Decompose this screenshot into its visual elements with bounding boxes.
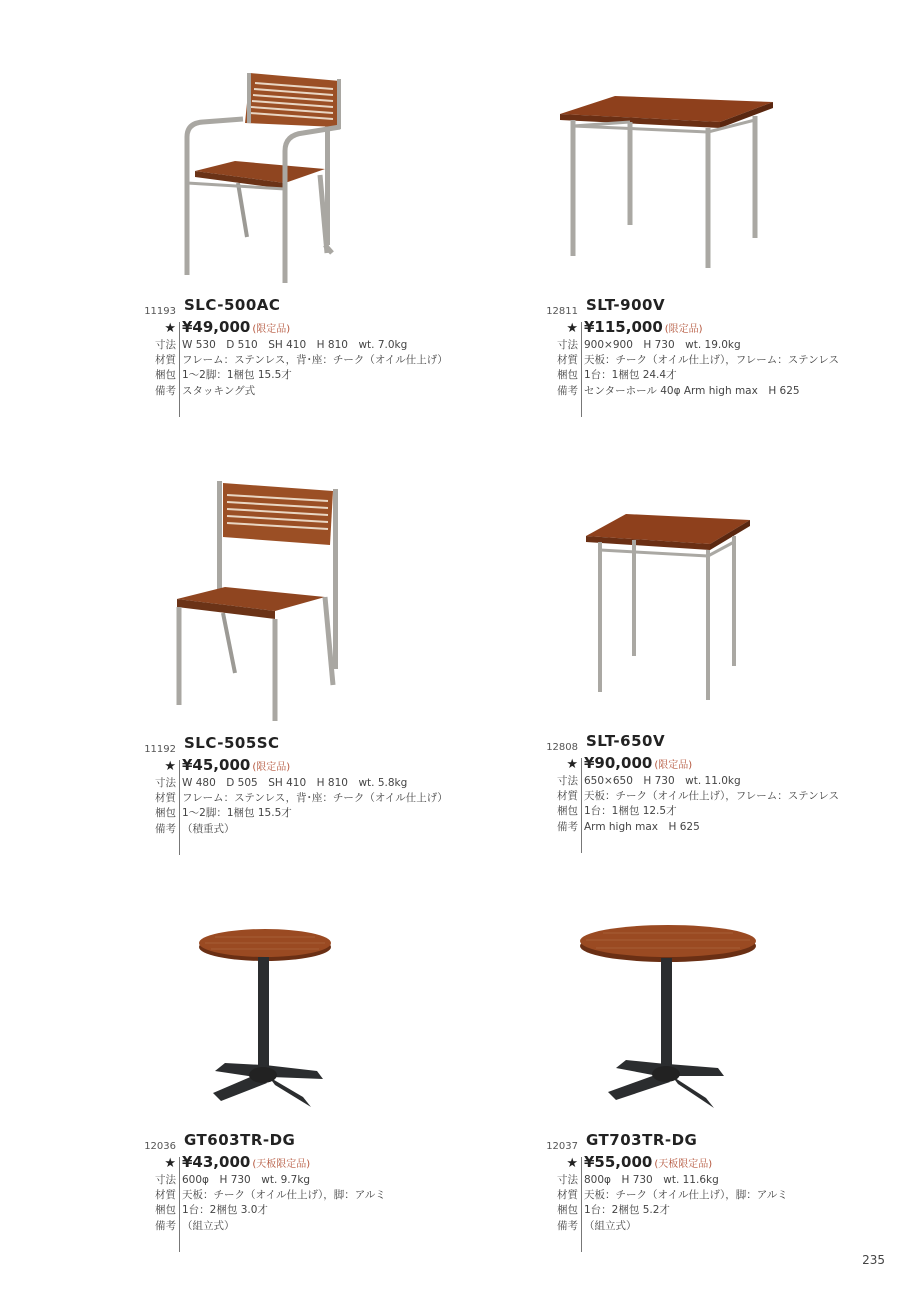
spec-label: 材質 (557, 790, 578, 803)
star-mark: ★ (164, 321, 176, 336)
spec-label: 梱包 (557, 1204, 578, 1217)
product-code: 12036 (144, 1141, 176, 1152)
product-name: SLT-650V (586, 732, 666, 750)
spec-label: 備考 (155, 384, 176, 397)
table-gt603tr-dg-image (195, 925, 340, 1115)
price-note: (限定品) (654, 760, 693, 771)
spec-value: （積重式） (182, 822, 235, 835)
product-name: GT703TR-DG (586, 1131, 698, 1149)
product-code: 12037 (546, 1141, 578, 1152)
price-note: (限定品) (252, 762, 291, 773)
spec-value: センターホール 40φ Arm high max H 625 (584, 384, 800, 397)
spec-value: 650×650 H 730 wt. 11.0kg (584, 775, 741, 787)
spec-value: 1台：2梱包 5.2才 (584, 1204, 670, 1217)
spec-value: 天板：チーク（オイル仕上げ），フレーム：ステンレス (584, 790, 839, 803)
spec-label: 梱包 (557, 369, 578, 382)
spec-value: W 530 D 510 SH 410 H 810 wt. 7.0kg (182, 339, 408, 351)
star-mark: ★ (164, 759, 176, 774)
spec-label: 寸法 (155, 1174, 176, 1186)
spec-label: 材質 (155, 792, 176, 805)
spec-value: 1～2脚：1梱包 15.5才 (182, 807, 292, 820)
spec-value: フレーム：ステンレス，背･座：チーク（オイル仕上げ） (182, 354, 448, 367)
spec-label: 寸法 (557, 775, 578, 787)
spec-value: 900×900 H 730 wt. 19.0kg (584, 339, 741, 351)
spec-label: 梱包 (155, 807, 176, 820)
price: ¥49,000 (182, 318, 251, 336)
spec-value: 600φ H 730 wt. 9.7kg (182, 1174, 311, 1186)
product-code: 12811 (546, 306, 578, 317)
spec-label: 梱包 (557, 805, 578, 818)
price-note: (天板限定品) (252, 1159, 311, 1170)
spec-label: 材質 (155, 354, 176, 367)
spec-value: 1台：2梱包 3.0才 (182, 1204, 268, 1217)
star-mark: ★ (566, 757, 578, 772)
spec-label: 寸法 (557, 1174, 578, 1186)
product-name: SLC-505SC (184, 734, 280, 752)
spec-label: 備考 (557, 1219, 578, 1232)
price: ¥55,000 (584, 1153, 653, 1171)
table-slt-900v-image (555, 90, 780, 275)
product-name: SLC-500AC (184, 296, 281, 314)
chair-slc-505sc-image (165, 475, 345, 725)
armchair-slc-500ac-image (175, 65, 355, 285)
product-name: GT603TR-DG (184, 1131, 296, 1149)
price-note: (限定品) (252, 324, 291, 335)
product-name: SLT-900V (586, 296, 666, 314)
spec-label: 備考 (557, 384, 578, 397)
spec-label: 寸法 (557, 339, 578, 351)
spec-value: 800φ H 730 wt. 11.6kg (584, 1174, 719, 1186)
spec-label: 寸法 (155, 339, 176, 351)
spec-value: 1～2脚：1梱包 15.5才 (182, 369, 292, 382)
spec-value: フレーム：ステンレス，背･座：チーク（オイル仕上げ） (182, 792, 448, 805)
spec-value: 天板：チーク（オイル仕上げ），脚：アルミ (182, 1189, 386, 1202)
spec-label: 備考 (557, 820, 578, 833)
star-mark: ★ (164, 1156, 176, 1171)
product-code: 12808 (546, 742, 578, 753)
table-gt703tr-dg-image (578, 920, 763, 1115)
product-code: 11193 (144, 306, 176, 317)
spec-label: 材質 (557, 354, 578, 367)
price-note: (限定品) (664, 324, 703, 335)
spec-label: 梱包 (155, 369, 176, 382)
spec-label: 寸法 (155, 777, 176, 789)
price-note: (天板限定品) (654, 1159, 713, 1170)
star-mark: ★ (566, 321, 578, 336)
spec-value: 天板：チーク（オイル仕上げ），脚：アルミ (584, 1189, 788, 1202)
price: ¥45,000 (182, 756, 251, 774)
price: ¥115,000 (584, 318, 663, 336)
table-slt-650v-image (582, 508, 757, 708)
spec-value: Arm high max H 625 (584, 820, 700, 833)
spec-value: 天板：チーク（オイル仕上げ），フレーム：ステンレス (584, 354, 839, 367)
spec-label: 梱包 (155, 1204, 176, 1217)
spec-value: 1台：1梱包 12.5才 (584, 805, 677, 818)
product-code: 11192 (144, 744, 176, 755)
spec-value: （組立式） (182, 1219, 235, 1232)
spec-value: スタッキング式 (182, 384, 256, 397)
star-mark: ★ (566, 1156, 578, 1171)
spec-label: 材質 (557, 1189, 578, 1202)
spec-value: W 480 D 505 SH 410 H 810 wt. 5.8kg (182, 777, 408, 789)
spec-label: 備考 (155, 1219, 176, 1232)
page-number: 235 (862, 1253, 885, 1267)
spec-value: （組立式） (584, 1219, 637, 1232)
price: ¥90,000 (584, 754, 653, 772)
spec-label: 材質 (155, 1189, 176, 1202)
spec-value: 1台：1梱包 24.4才 (584, 369, 677, 382)
spec-label: 備考 (155, 822, 176, 835)
price: ¥43,000 (182, 1153, 251, 1171)
